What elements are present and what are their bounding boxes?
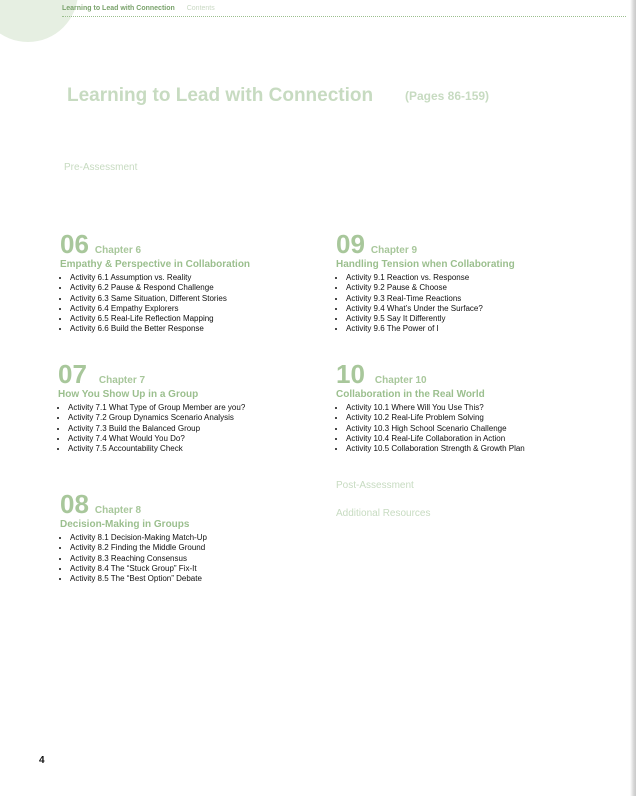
activity-item[interactable]: • Activity 7.5 Accountability Check xyxy=(68,444,245,454)
activity-item[interactable]: • Activity 9.6 The Power of I xyxy=(346,324,515,334)
activity-item[interactable]: • Activity 10.5 Collaboration Strength & Growth Plan xyxy=(346,444,525,454)
activity-item[interactable]: • Activity 10.2 Real-Life Problem Solving xyxy=(346,413,525,423)
activity-item[interactable]: • Activity 6.6 Build the Better Response xyxy=(70,324,250,334)
activity-item[interactable]: • Activity 10.4 Real-Life Collaboration in Action xyxy=(346,434,525,444)
chapter-10 xyxy=(336,361,525,454)
activity-item[interactable]: • Activity 8.2 Finding the Middle Ground xyxy=(70,543,207,553)
header-current-section[interactable]: Learning to Lead with Connection xyxy=(62,5,175,12)
chapter-subtitle[interactable]: How You Show Up in a Group xyxy=(58,389,199,400)
activity-item[interactable]: • Activity 8.1 Decision-Making Match-Up xyxy=(70,533,207,543)
additional-resources-link[interactable]: Additional Resources xyxy=(336,508,431,519)
activity-item[interactable]: • Activity 9.1 Reaction vs. Response xyxy=(346,273,515,283)
chapter-number: 06 xyxy=(60,229,89,259)
activity-item[interactable]: • Activity 6.2 Pause & Respond Challenge xyxy=(70,283,250,293)
chapter-label[interactable]: Chapter 10 xyxy=(374,375,427,386)
activity-item[interactable]: • Activity 6.1 Assumption vs. Reality xyxy=(70,273,250,283)
chapter-09 xyxy=(336,231,515,335)
chapter-06 xyxy=(60,231,250,335)
chapter-number: 07 xyxy=(58,359,87,389)
header-divider xyxy=(62,16,626,17)
activity-item[interactable]: • Activity 9.4 What’s Under the Surface? xyxy=(346,304,515,314)
activity-item[interactable]: • Activity 8.5 The “Best Option” Debate xyxy=(70,574,207,584)
activity-item[interactable]: • Activity 10.1 Where Will You Use This? xyxy=(346,403,525,413)
running-header xyxy=(62,5,215,12)
chapter-label[interactable]: Chapter 6 xyxy=(94,245,142,256)
chapter-label[interactable]: Chapter 9 xyxy=(370,245,418,256)
chapter-subtitle[interactable]: Empathy & Perspective in Collaboration xyxy=(60,259,251,270)
activity-item[interactable]: • Activity 8.3 Reaching Consensus xyxy=(70,554,207,564)
chapter-number: 09 xyxy=(336,229,365,259)
chapter-08 xyxy=(60,491,207,584)
activity-item[interactable]: • Activity 9.5 Say It Differently xyxy=(346,314,515,324)
activity-item[interactable]: • Activity 7.4 What Would You Do? xyxy=(68,434,245,444)
chapter-label[interactable]: Chapter 7 xyxy=(98,375,146,386)
chapter-number: 08 xyxy=(60,489,89,519)
chapter-subtitle[interactable]: Handling Tension when Collaborating xyxy=(336,259,515,270)
post-assessment-link[interactable]: Post-Assessment xyxy=(336,480,414,491)
activity-item[interactable]: • Activity 6.4 Empathy Explorers xyxy=(70,304,250,314)
chapter-subtitle[interactable]: Decision-Making in Groups xyxy=(60,519,190,530)
activity-item[interactable]: • Activity 6.5 Real-Life Reflection Mapping xyxy=(70,314,250,324)
chapter-label[interactable]: Chapter 8 xyxy=(94,505,142,516)
chapter-07 xyxy=(58,361,245,454)
header-contents-link[interactable]: Contents xyxy=(186,5,215,12)
page-number: 4 xyxy=(39,755,45,766)
activity-item[interactable]: • Activity 7.3 Build the Balanced Group xyxy=(68,424,245,434)
page-title: Learning to Lead with Connection xyxy=(67,85,374,106)
page-range: (Pages 86-159) xyxy=(405,89,490,103)
activity-item[interactable]: • Activity 6.3 Same Situation, Different Stories xyxy=(70,294,250,304)
chapter-subtitle[interactable]: Collaboration in the Real World xyxy=(336,389,485,400)
page-edge-shadow xyxy=(630,0,636,796)
activity-item[interactable]: • Activity 10.3 High School Scenario Challenge xyxy=(346,424,525,434)
activity-item[interactable]: • Activity 8.4 The “Stuck Group” Fix-It xyxy=(70,564,207,574)
activity-item[interactable]: • Activity 7.2 Group Dynamics Scenario Analysis xyxy=(68,413,245,423)
chapter-number: 10 xyxy=(336,359,365,389)
activity-item[interactable]: • Activity 9.3 Real-Time Reactions xyxy=(346,294,515,304)
activity-item[interactable]: • Activity 9.2 Pause & Choose xyxy=(346,283,515,293)
activity-item[interactable]: • Activity 7.1 What Type of Group Member are you? xyxy=(68,403,245,413)
pre-assessment-link[interactable]: Pre-Assessment xyxy=(64,162,138,173)
